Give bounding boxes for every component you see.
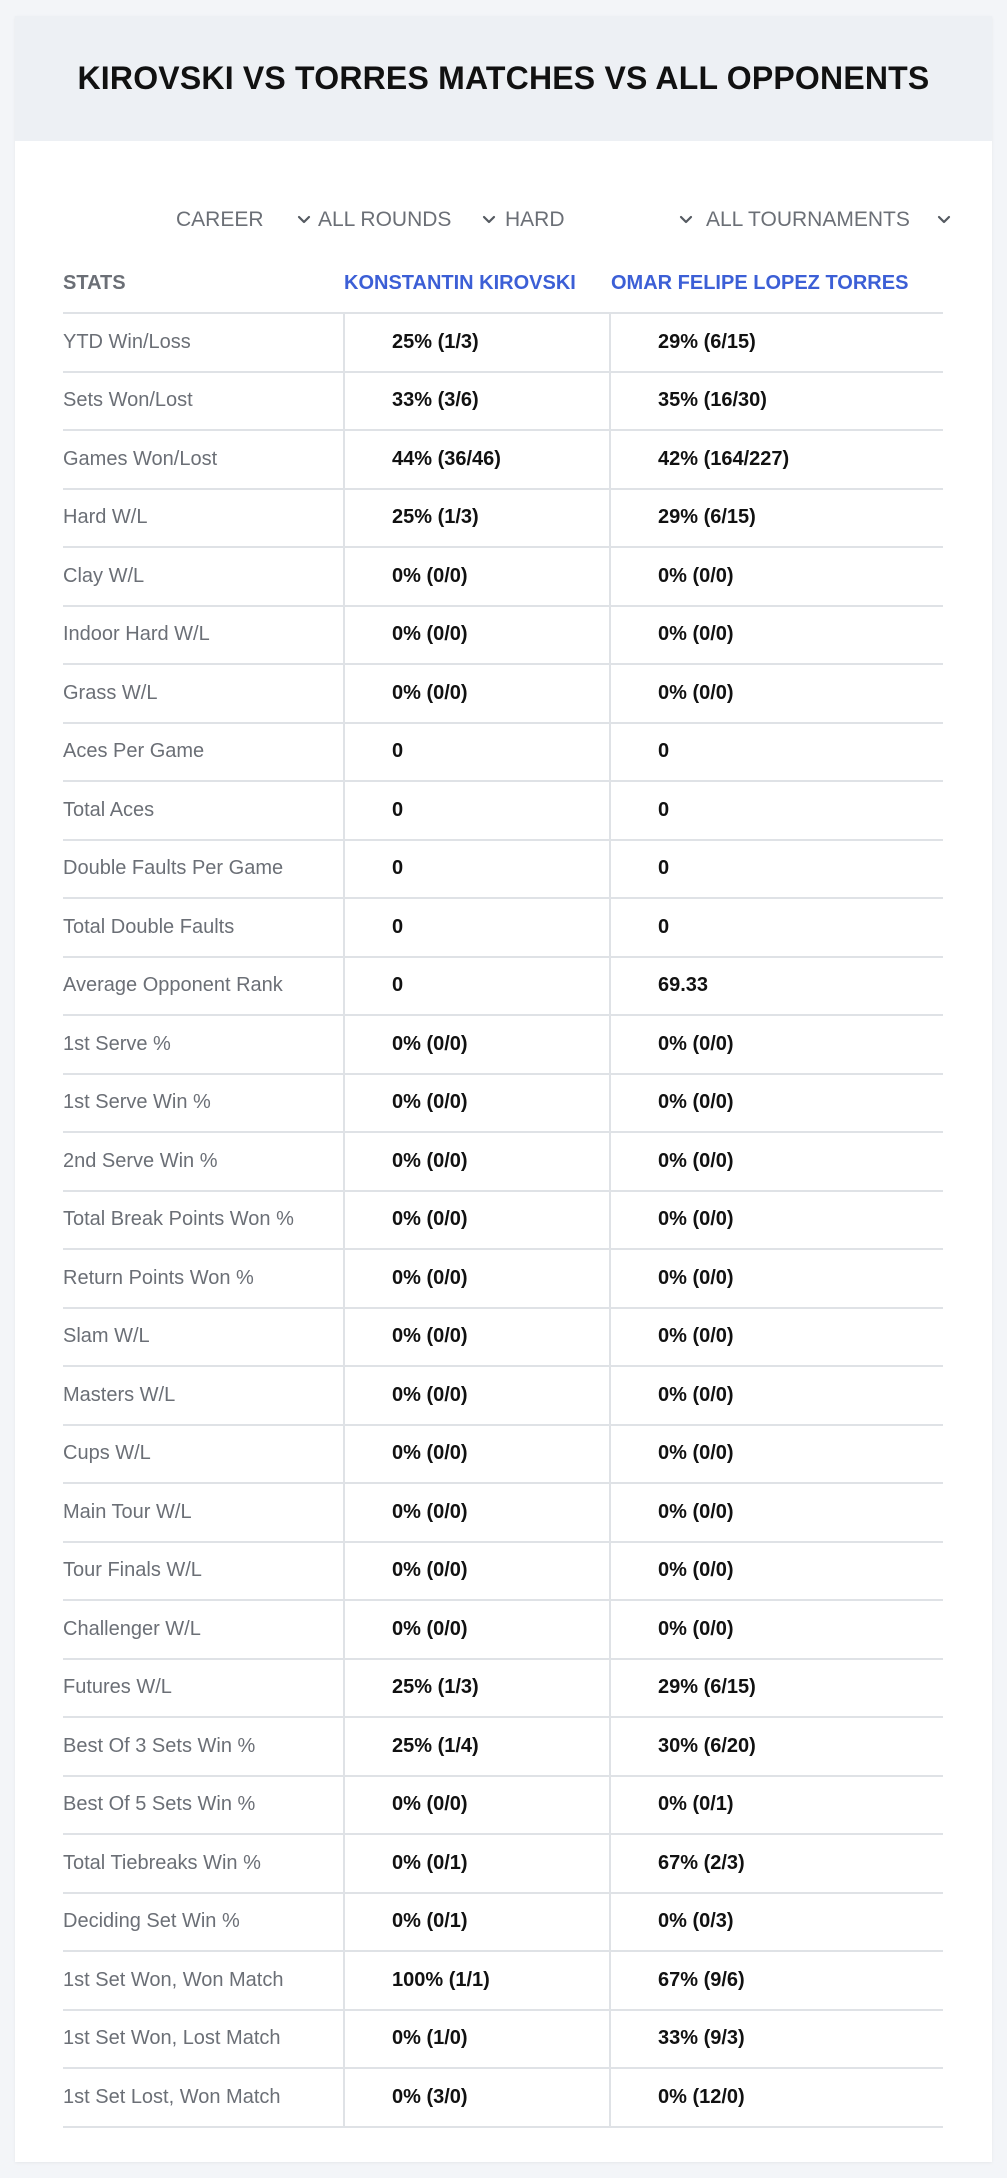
- stat-label: Futures W/L: [63, 1676, 172, 1699]
- player1-stat-value: 0% (0/0): [343, 1309, 609, 1366]
- player1-stat-value: 0% (0/1): [343, 1894, 609, 1951]
- table-row: [63, 1016, 943, 1075]
- table-row: [63, 1894, 943, 1953]
- player1-stat-value: 100% (1/1): [343, 1952, 609, 2009]
- player1-stat-value: 25% (1/4): [343, 1718, 609, 1775]
- player1-stat-value: 0% (0/0): [343, 607, 609, 664]
- player2-stat-value: 0% (0/0): [609, 1484, 943, 1541]
- player1-stat-value: 0% (0/0): [343, 548, 609, 605]
- player1-stat-value: 0% (3/0): [343, 2069, 609, 2126]
- player2-stat-value: 42% (164/227): [609, 431, 943, 488]
- player2-stat-value: 33% (9/3): [609, 2011, 943, 2068]
- player1-stat-value: 0% (0/0): [343, 1016, 609, 1073]
- stat-label: Return Points Won %: [63, 1266, 254, 1289]
- player2-stat-value: 0% (0/0): [609, 1192, 943, 1249]
- stat-label: Masters W/L: [63, 1383, 176, 1406]
- table-row: [63, 607, 943, 666]
- stat-label: Tour Finals W/L: [63, 1559, 202, 1582]
- player1-stat-value: 0% (0/0): [343, 1484, 609, 1541]
- player2-stat-value: 0% (0/0): [609, 1133, 943, 1190]
- player1-stat-value: 0% (0/0): [343, 665, 609, 722]
- filter-tournament-select[interactable]: [706, 202, 966, 238]
- player1-stat-value: 25% (1/3): [343, 314, 609, 371]
- table-row: [63, 899, 943, 958]
- table-row: [63, 1075, 943, 1134]
- stats-column-header: STATS: [63, 272, 126, 294]
- table-row: [63, 958, 943, 1017]
- player2-stat-value: 0% (0/0): [609, 1309, 943, 1366]
- table-row: [63, 2069, 943, 2128]
- player2-stat-value: 0% (0/0): [609, 1250, 943, 1307]
- player1-stat-value: 0: [343, 724, 609, 781]
- stat-label: 1st Set Lost, Won Match: [63, 2085, 281, 2108]
- table-row: [63, 1718, 943, 1777]
- player1-stat-value: 0% (1/0): [343, 2011, 609, 2068]
- player2-stat-value: 29% (6/15): [609, 1660, 943, 1717]
- player2-stat-value: 0% (0/0): [609, 607, 943, 664]
- player2-stat-value: 0: [609, 841, 943, 898]
- table-row: [63, 1601, 943, 1660]
- stat-label: Slam W/L: [63, 1325, 150, 1348]
- stat-label: Total Aces: [63, 798, 155, 821]
- table-row: [63, 1777, 943, 1836]
- player1-stat-value: 0% (0/0): [343, 1777, 609, 1834]
- chevron-down-icon: [676, 210, 696, 230]
- stat-label: Best Of 5 Sets Win %: [63, 1793, 256, 1816]
- player2-stat-value: 30% (6/20): [609, 1718, 943, 1775]
- filter-surface-label: HARD: [505, 208, 565, 231]
- player1-stat-value: 0: [343, 841, 609, 898]
- player2-stat-value: 67% (9/6): [609, 1952, 943, 2009]
- table-row: [63, 724, 943, 783]
- stats-card: [15, 16, 992, 2162]
- player2-stat-value: 0% (12/0): [609, 2069, 943, 2126]
- stat-label: Best Of 3 Sets Win %: [63, 1734, 256, 1757]
- stat-label: 1st Serve Win %: [63, 1091, 211, 1114]
- player1-stat-value: 0% (0/0): [343, 1075, 609, 1132]
- player1-stat-value: 0% (0/1): [343, 1835, 609, 1892]
- stat-label: 1st Set Won, Won Match: [63, 1968, 284, 1991]
- stat-label: Double Faults Per Game: [63, 857, 284, 880]
- page-header: [15, 16, 992, 141]
- stat-label: Deciding Set Win %: [63, 1910, 240, 1933]
- player2-stat-value: 0% (0/1): [609, 1777, 943, 1834]
- table-body: [63, 314, 943, 2128]
- table-row: [63, 1835, 943, 1894]
- player1-stat-value: 0% (0/0): [343, 1250, 609, 1307]
- player2-stat-value: 0% (0/0): [609, 1075, 943, 1132]
- table-row: [63, 314, 943, 373]
- table-row: [63, 841, 943, 900]
- stat-label: 1st Set Won, Lost Match: [63, 2027, 281, 2050]
- player1-stat-value: 0: [343, 958, 609, 1015]
- player2-stat-value: 0% (0/0): [609, 1601, 943, 1658]
- player2-stat-value: 0% (0/3): [609, 1894, 943, 1951]
- player2-stat-value: 29% (6/15): [609, 490, 943, 547]
- filter-bar: [15, 186, 992, 254]
- stat-label: Indoor Hard W/L: [63, 623, 210, 646]
- stat-label: Total Tiebreaks Win %: [63, 1851, 261, 1874]
- stat-label: Hard W/L: [63, 506, 148, 529]
- stat-label: 2nd Serve Win %: [63, 1149, 218, 1172]
- player1-stat-value: 0% (0/0): [343, 1543, 609, 1600]
- stat-label: Main Tour W/L: [63, 1500, 192, 1523]
- filter-period-select[interactable]: [176, 202, 316, 238]
- player2-stat-value: 0: [609, 782, 943, 839]
- stat-label: Games Won/Lost: [63, 447, 218, 470]
- player1-stat-value: 0% (0/0): [343, 1367, 609, 1424]
- table-row: [63, 2011, 943, 2070]
- table-row: [63, 782, 943, 841]
- player2-stat-value: 0% (0/0): [609, 548, 943, 605]
- stats-table: [63, 254, 943, 2128]
- player2-stat-value: 0% (0/0): [609, 1367, 943, 1424]
- player1-stat-value: 0% (0/0): [343, 1192, 609, 1249]
- filter-round-label: ALL ROUNDS: [318, 208, 452, 231]
- table-row: [63, 1192, 943, 1251]
- player1-stat-value: 0% (0/0): [343, 1133, 609, 1190]
- player1-stat-value: 0: [343, 782, 609, 839]
- stat-label: 1st Serve %: [63, 1032, 171, 1055]
- table-row: [63, 1660, 943, 1719]
- table-row: [63, 1426, 943, 1485]
- table-row: [63, 1250, 943, 1309]
- player1-stat-value: 0% (0/0): [343, 1426, 609, 1483]
- player2-stat-value: 0% (0/0): [609, 1426, 943, 1483]
- player2-stat-value: 0% (0/0): [609, 665, 943, 722]
- player1-stat-value: 33% (3/6): [343, 373, 609, 430]
- table-row: [63, 1952, 943, 2011]
- player2-stat-value: 0% (0/0): [609, 1543, 943, 1600]
- stat-label: YTD Win/Loss: [63, 330, 191, 353]
- stat-label: Total Double Faults: [63, 915, 235, 938]
- player2-stat-value: 29% (6/15): [609, 314, 943, 371]
- table-row: [63, 1367, 943, 1426]
- player2-stat-value: 0: [609, 899, 943, 956]
- player2-stat-value: 0% (0/0): [609, 1016, 943, 1073]
- page-title: KIROVSKI VS TORRES MATCHES VS ALL OPPONENTS: [77, 60, 930, 96]
- table-row: [63, 1484, 943, 1543]
- player1-stat-value: 0% (0/0): [343, 1601, 609, 1658]
- chevron-down-icon: [934, 210, 954, 230]
- player2-stat-value: 0: [609, 724, 943, 781]
- table-row: [63, 1133, 943, 1192]
- player1-stat-value: 25% (1/3): [343, 1660, 609, 1717]
- filter-period-label: CAREER: [176, 208, 264, 231]
- player1-name-link[interactable]: KONSTANTIN KIROVSKI: [344, 272, 576, 294]
- player2-stat-value: 69.33: [609, 958, 943, 1015]
- table-row: [63, 1543, 943, 1602]
- filter-tournament-label: ALL TOURNAMENTS: [706, 208, 910, 231]
- table-row: [63, 490, 943, 549]
- player2-stat-value: 35% (16/30): [609, 373, 943, 430]
- filter-round-select[interactable]: [318, 202, 503, 238]
- table-header: [63, 254, 943, 314]
- stat-label: Cups W/L: [63, 1442, 151, 1465]
- stat-label: Average Opponent Rank: [63, 974, 283, 997]
- table-row: [63, 548, 943, 607]
- table-row: [63, 431, 943, 490]
- table-row: [63, 373, 943, 432]
- stat-label: Aces Per Game: [63, 740, 205, 763]
- stat-label: Challenger W/L: [63, 1617, 201, 1640]
- player1-stat-value: 25% (1/3): [343, 490, 609, 547]
- stat-label: Grass W/L: [63, 681, 158, 704]
- stat-label: Clay W/L: [63, 564, 145, 587]
- filter-surface-select[interactable]: [505, 202, 705, 238]
- table-row: [63, 1309, 943, 1368]
- player1-stat-value: 0: [343, 899, 609, 956]
- player2-stat-value: 67% (2/3): [609, 1835, 943, 1892]
- player2-name-link[interactable]: OMAR FELIPE LOPEZ TORRES: [611, 272, 909, 294]
- player1-stat-value: 44% (36/46): [343, 431, 609, 488]
- stat-label: Sets Won/Lost: [63, 389, 193, 412]
- stat-label: Total Break Points Won %: [63, 1208, 294, 1231]
- chevron-down-icon: [479, 210, 499, 230]
- chevron-down-icon: [294, 210, 314, 230]
- table-row: [63, 665, 943, 724]
